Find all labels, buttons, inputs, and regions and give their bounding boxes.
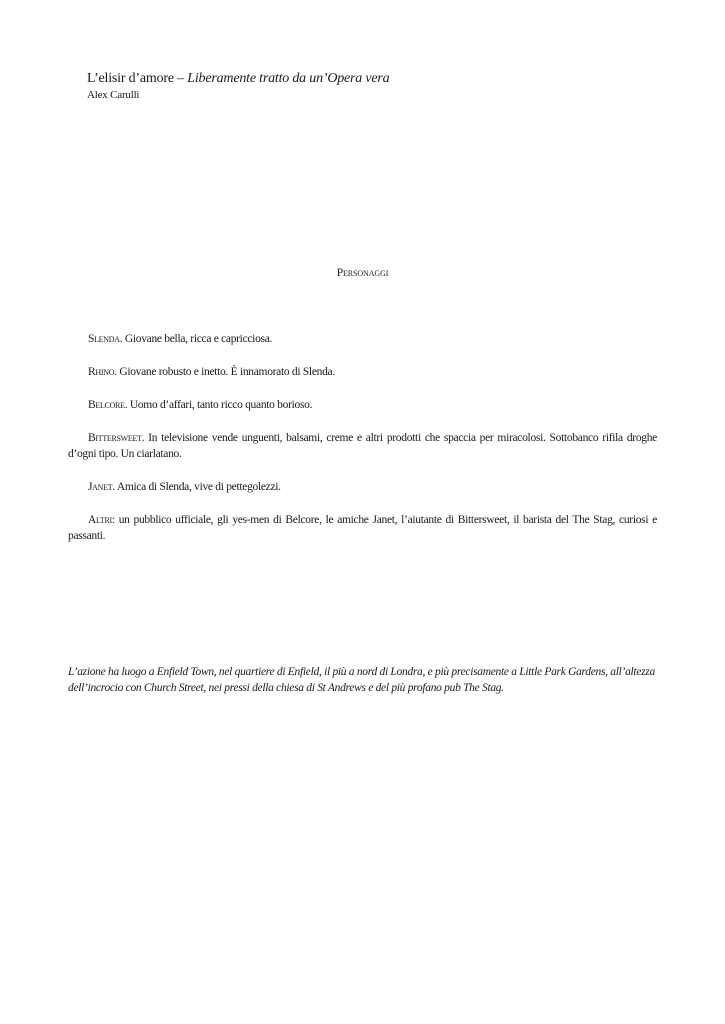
character-entry-altri [68,512,657,544]
character-description: Giovane robusto e inetto. È innamorato di Slenda. [119,366,335,378]
character-description: Amica di Slenda, vive di pettegolezzi. [116,481,281,493]
character-name: Belcore [88,399,125,411]
character-entry-belcore [68,397,657,413]
character-name-separator: . [141,432,149,444]
character-name: Bittersweet [88,432,142,444]
character-entry-bittersweet [68,430,657,462]
character-description: un pubblico ufficiale, gli yes-men di Belcore, le amiche Janet, l’aiutante di Bittersweet, il barista del The Stag, curiosi e passanti. [68,514,657,542]
setting-note: L’azione ha luogo a Enfield Town, nel quartiere di Enfield, il più a nord di Londra, e più precisamente a Little Park Gardens, all’altezza dell’incrocio con Church Street, nei pressi della chiesa di St Andrews e del più profano pub The Stag. [68,666,655,694]
character-entry-slenda [68,331,657,347]
character-list [68,331,657,561]
character-entry-rhino [68,364,657,380]
character-description: Uomo d’affari, tanto ricco quanto borioso. [129,399,313,411]
title-subtitle: Liberamente tratto da un’Opera vera [187,71,390,86]
character-name: Slenda [88,333,120,345]
character-name-separator: : [111,514,119,526]
page-header [87,70,647,102]
character-name: Altri [88,514,112,526]
title-text: L’elisir d’amore – [87,71,184,86]
author-name: Alex Carulli [87,89,140,101]
character-name-separator: . [124,399,130,411]
character-name-separator: . [114,366,120,378]
character-name-separator: . [112,481,117,493]
character-name: Rhino [88,366,115,378]
character-entry-janet [68,479,657,495]
character-name: Janet [88,481,113,493]
character-name-separator: . [119,333,125,345]
character-description: Giovane bella, ricca e capricciosa. [124,333,273,345]
section-heading: Personaggi [336,267,389,279]
character-description: In televisione vende unguenti, balsami, creme e altri prodotti che spaccia per miracolosi. Sottobanco rifila droghe d’ogni tipo. Un ciarlatano. [68,432,657,460]
page-title [87,70,647,88]
